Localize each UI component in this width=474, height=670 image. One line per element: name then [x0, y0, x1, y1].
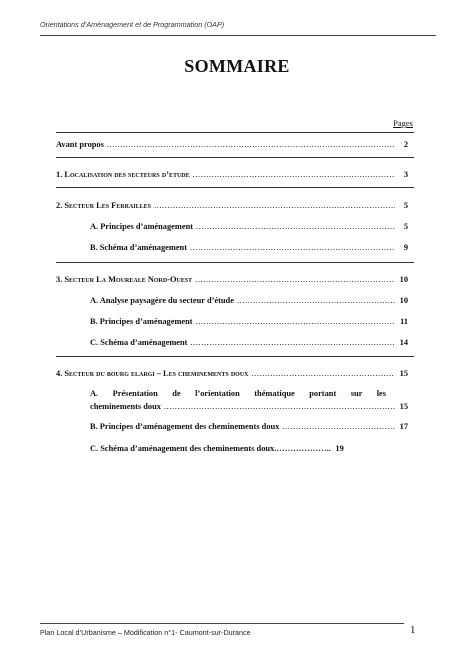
dot-leader: [164, 402, 395, 411]
toc-entry-avant-propos[interactable]: [56, 140, 408, 149]
toc-entry-label: 4. Secteur du bourg elargi – Les cheminements doux: [56, 369, 249, 378]
dot-leader: [190, 243, 395, 252]
footer-rule: [40, 623, 404, 624]
toc-entry-section-3b[interactable]: [90, 317, 408, 326]
toc-entry-page: 19: [335, 444, 344, 453]
toc-entry-page: 10: [399, 275, 408, 284]
toc-entry-label: B. Principes d’aménagement: [90, 317, 193, 326]
document-header: Orientations d’Aménagement et de Programmation (OAP): [40, 20, 225, 29]
toc-entry-section-2b[interactable]: [90, 243, 408, 252]
dot-leader: [251, 369, 395, 378]
page-title: SOMMAIRE: [184, 56, 290, 76]
toc-entry-label: 1. Localisation des secteurs d’etude: [56, 170, 190, 179]
toc-entry-section-4a-cont[interactable]: [90, 402, 408, 411]
toc-entry-section-2a[interactable]: [90, 222, 408, 231]
toc-entry-section-4a[interactable]: [90, 389, 386, 398]
toc-entry-section-3[interactable]: [56, 275, 408, 284]
toc-entry-page: 5: [403, 222, 408, 231]
toc-entry-page: 15: [399, 402, 408, 411]
toc-divider: [56, 187, 414, 188]
document-footer: Plan Local d’Urbanisme – Modification n°1- Caumont-sur-Durance: [40, 628, 251, 637]
dot-leader: [195, 275, 395, 284]
page-number: 1: [410, 624, 416, 636]
pages-column-label: Pages: [393, 118, 413, 128]
toc-entry-section-3c[interactable]: [90, 338, 408, 347]
dot-leader: [196, 222, 395, 231]
toc-entry-label-line2: cheminements doux: [90, 402, 161, 411]
toc-entry-page: 5: [403, 201, 408, 210]
toc-divider: [56, 157, 414, 158]
dot-leader: [107, 140, 395, 149]
toc-entry-page: 9: [403, 243, 408, 252]
toc-entry-section-1[interactable]: [56, 170, 408, 179]
toc-entry-section-4b[interactable]: [90, 422, 408, 431]
toc-top-rule: [56, 132, 414, 133]
dot-leader: [196, 317, 395, 326]
toc-entry-page: 17: [399, 422, 408, 431]
header-rule: [40, 35, 436, 36]
toc-entry-section-4[interactable]: [56, 369, 408, 378]
toc-entry-page: 14: [399, 338, 408, 347]
toc-entry-label: B. Schéma d’aménagement: [90, 243, 187, 252]
toc-entry-page: 2: [403, 140, 408, 149]
toc-entry-page: 3: [403, 170, 408, 179]
toc-entry-section-2[interactable]: [56, 201, 408, 210]
toc-entry-page: 10: [399, 296, 408, 305]
toc-entry-label: A. Principes d’aménagement: [90, 222, 194, 231]
toc-entry-section-3a[interactable]: [90, 296, 408, 305]
dot-leader: [193, 170, 395, 179]
toc-divider: [56, 356, 414, 357]
dot-leader: [154, 201, 395, 210]
toc-entry-label: C. Schéma d’aménagement: [90, 338, 188, 347]
toc-entry-page: 15: [399, 369, 408, 378]
dot-leader: [282, 422, 395, 431]
toc-entry-page: 11: [400, 317, 408, 326]
toc-entry-section-4c[interactable]: [90, 444, 408, 453]
toc-entry-label: C. Schéma d’aménagement des cheminements doux.………………..: [90, 444, 331, 453]
toc-entry-label: 3. Secteur La Moureale Nord-Ouest: [56, 275, 193, 284]
toc-entry-label: Avant propos: [56, 140, 104, 149]
toc-entry-label-line1: A. Présentation de l’orientation thématique portant sur les: [90, 389, 386, 398]
toc-entry-label: 2. Secteur Les Ferrailles: [56, 201, 151, 210]
dot-leader: [190, 338, 395, 347]
toc-divider: [56, 262, 414, 263]
toc-entry-label: B. Principes d’aménagement des cheminements doux: [90, 422, 280, 431]
toc-entry-label: A. Analyse paysagère du secteur d’étude: [90, 296, 234, 305]
dot-leader: [237, 296, 395, 305]
